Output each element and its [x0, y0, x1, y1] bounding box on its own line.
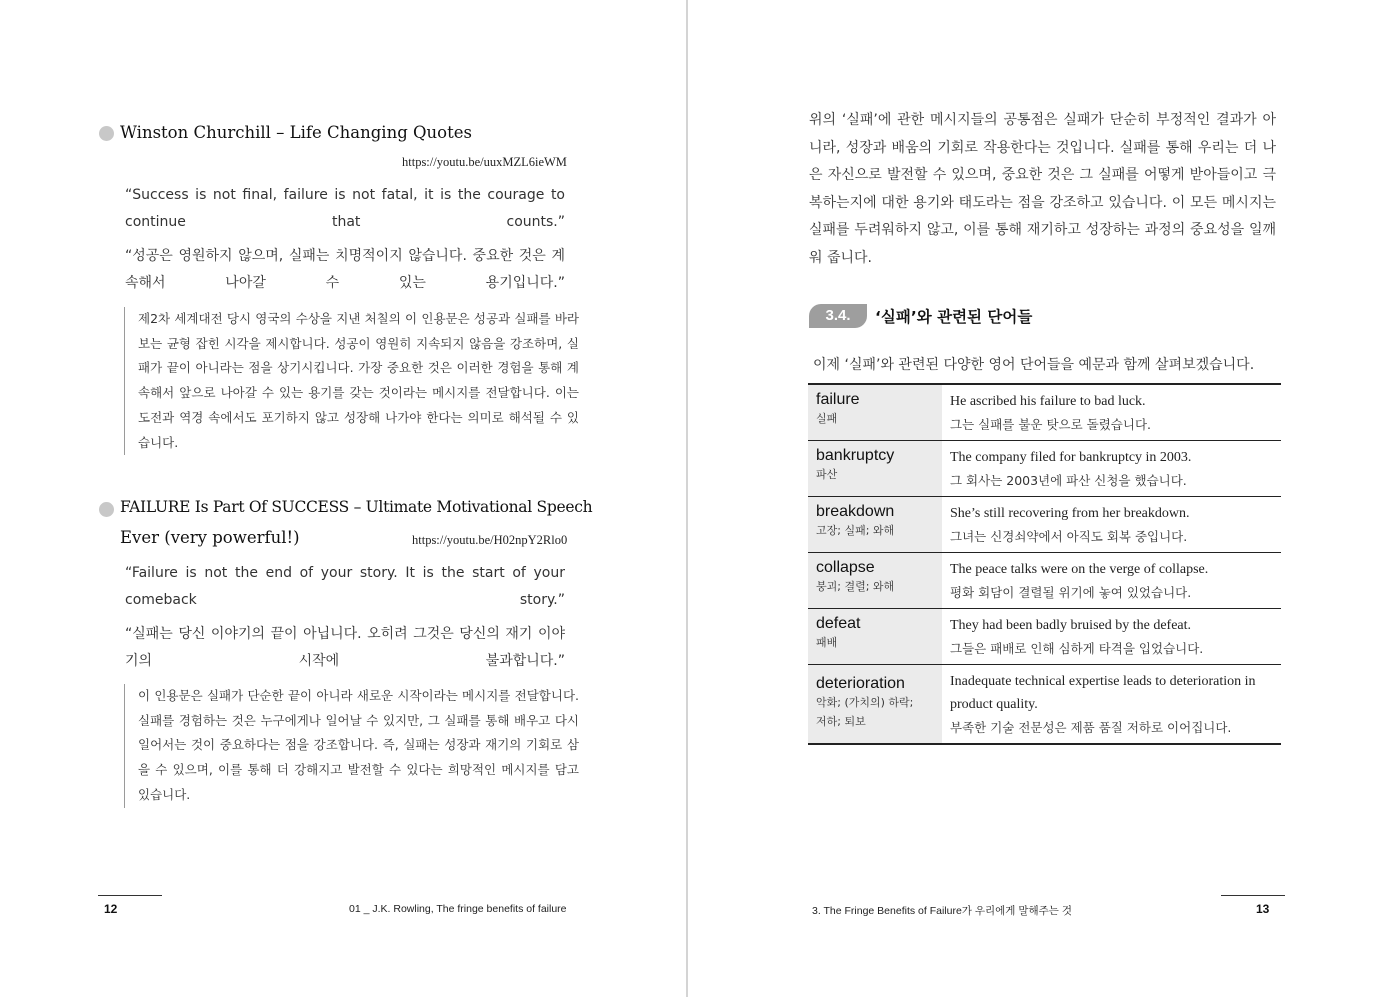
vocab-word: collapse [816, 559, 875, 576]
summary-paragraph: 위의 ‘실패’에 관한 메시지들의 공통점은 실패가 단순히 부정적인 결과가 아니라, 성장과 배움의 기회로 작용한다는 것입니다. 실패를 통해 우리는 더 나은 자신으로 발전할 수 있으며, 중요한 것은 그 실패를 어떻게 받아들이고 극복하는지에 대한 용기와 태도라는 점을 강조하고 있습니다. 이 모든 메시지는 실패를 두려워하지 않고, 이를 통해 재기하고 성장하는 과정의 중요성을 일깨워 줍니다. [809, 112, 1276, 266]
example-english: Inadequate technical expertise leads to deterioration in product quality. [950, 674, 1256, 712]
quote1-commentary: 제2차 세계대전 당시 영국의 수상을 지낸 처칠의 이 인용문은 성공과 실패를 바라보는 균형 잡힌 시각을 제시합니다. 성공이 영원히 지속되지 않음을 강조하며, 실패가 끝이 아니라는 점을 상기시킵니다. 가장 중요한 것은 이러한 경험을 통해 계속해서 앞으로 나아갈 수 있는 용기를 갖는 것이라는 메시지를 전달합니다. 이는 도전과 역경 속에서도 포기하지 않고 성장해 나가야 한다는 의미로 해석될 수 있습니다. [124, 307, 579, 455]
quote1-title: Winston Churchill – Life Changing Quotes [120, 123, 472, 142]
right-page [688, 0, 1374, 997]
vocab-meaning: 악화; (가치의) 하락; [816, 696, 914, 709]
example-korean: 그녀는 신경쇠약에서 아직도 회복 중입니다. [950, 529, 1188, 544]
table-row [808, 553, 1281, 609]
example-english: They had been badly bruised by the defeat. [950, 618, 1192, 633]
section-number-badge: 3.4. [809, 304, 867, 328]
quote2-commentary: 이 인용문은 실패가 단순한 끝이 아니라 새로운 시작이라는 메시지를 전달합니다. 실패를 경험하는 것은 누구에게나 일어날 수 있지만, 그 실패를 통해 배우고 다시 일어서는 것이 중요하다는 점을 강조합니다. 즉, 실패는 성장과 재기의 기회로 삼을 수 있으며, 이를 통해 더 강해지고 발전할 수 있다는 희망적인 메시지를 담고 있습니다. [124, 684, 579, 808]
vocab-meaning: 파산 [816, 468, 838, 481]
quote2-title-line2: Ever (very powerful!) [120, 528, 300, 547]
quote2-title-line1: FAILURE Is Part Of SUCCESS – Ultimate Motivational Speech [120, 498, 593, 516]
example-english: The peace talks were on the verge of collapse. [950, 562, 1209, 577]
example-korean: 그는 실패를 불운 탓으로 돌렸습니다. [950, 417, 1151, 432]
folio-rule [1221, 895, 1285, 896]
vocab-meaning: 붕괴; 결렬; 와해 [816, 580, 895, 593]
page-number: 12 [104, 902, 118, 916]
page-number: 13 [1256, 902, 1270, 916]
section-intro: 이제 ‘실패’와 관련된 다양한 영어 단어들을 예문과 함께 살펴보겠습니다. [813, 357, 1255, 373]
example-english: She’s still recovering from her breakdown. [950, 506, 1190, 521]
example-korean: 부족한 기술 전문성은 제품 품질 저하로 이어집니다. [950, 720, 1232, 735]
folio-rule [98, 895, 162, 896]
quote1-korean: “성공은 영원하지 않으며, 실패는 치명적이지 않습니다. 중요한 것은 계속해서 나아갈 수 있는 용기입니다.” [125, 248, 565, 291]
example-korean: 그 회사는 2003년에 파산 신청을 했습니다. [950, 473, 1187, 488]
vocab-meaning: 패배 [816, 636, 838, 649]
running-head: 01 _ J.K. Rowling, The fringe benefits of failure [349, 903, 567, 915]
bullet-circle-icon [99, 502, 114, 517]
bullet-circle-icon [99, 126, 114, 141]
section-title: ‘실패’와 관련된 단어들 [875, 308, 1033, 326]
vocab-word: failure [816, 391, 860, 408]
vocab-word: breakdown [816, 503, 895, 520]
left-page [0, 0, 686, 997]
example-korean: 평화 회담이 결렬될 위기에 놓여 있었습니다. [950, 585, 1192, 600]
vocab-meaning: 고장; 실패; 와해 [816, 524, 895, 537]
vocab-word: defeat [816, 615, 861, 632]
example-english: He ascribed his failure to bad luck. [950, 394, 1146, 409]
example-korean: 그들은 패배로 인해 심하게 타격을 입었습니다. [950, 641, 1204, 656]
table-row [808, 497, 1281, 553]
example-english: The company filed for bankruptcy in 2003. [950, 450, 1192, 465]
quote2-english: “Failure is not the end of your story. It is the start of your comeback story.” [125, 565, 565, 608]
table-row [808, 441, 1281, 497]
vocab-word: bankruptcy [816, 447, 895, 464]
quote1-english: “Success is not final, failure is not fatal, it is the courage to continue that counts.” [125, 187, 565, 230]
running-head: 3. The Fringe Benefits of Failure가 우리에게 말해주는 것 [812, 905, 1072, 917]
quote2-korean: “실패는 당신 이야기의 끝이 아닙니다. 오히려 그것은 당신의 재기 이야기의 시작에 불과합니다.” [125, 626, 565, 669]
quote2-url[interactable]: https://youtu.be/H02npY2Rlo0 [412, 533, 568, 547]
table-row [808, 665, 1281, 745]
quote1-url[interactable]: https://youtu.be/uuxMZL6ieWM [402, 155, 567, 169]
vocab-meaning: 저하; 퇴보 [816, 715, 866, 728]
vocab-word: deterioration [816, 675, 905, 692]
table-row [808, 609, 1281, 665]
vocab-meaning: 실패 [816, 412, 838, 425]
table-row [808, 384, 1281, 441]
vocabulary-table [808, 383, 1281, 745]
